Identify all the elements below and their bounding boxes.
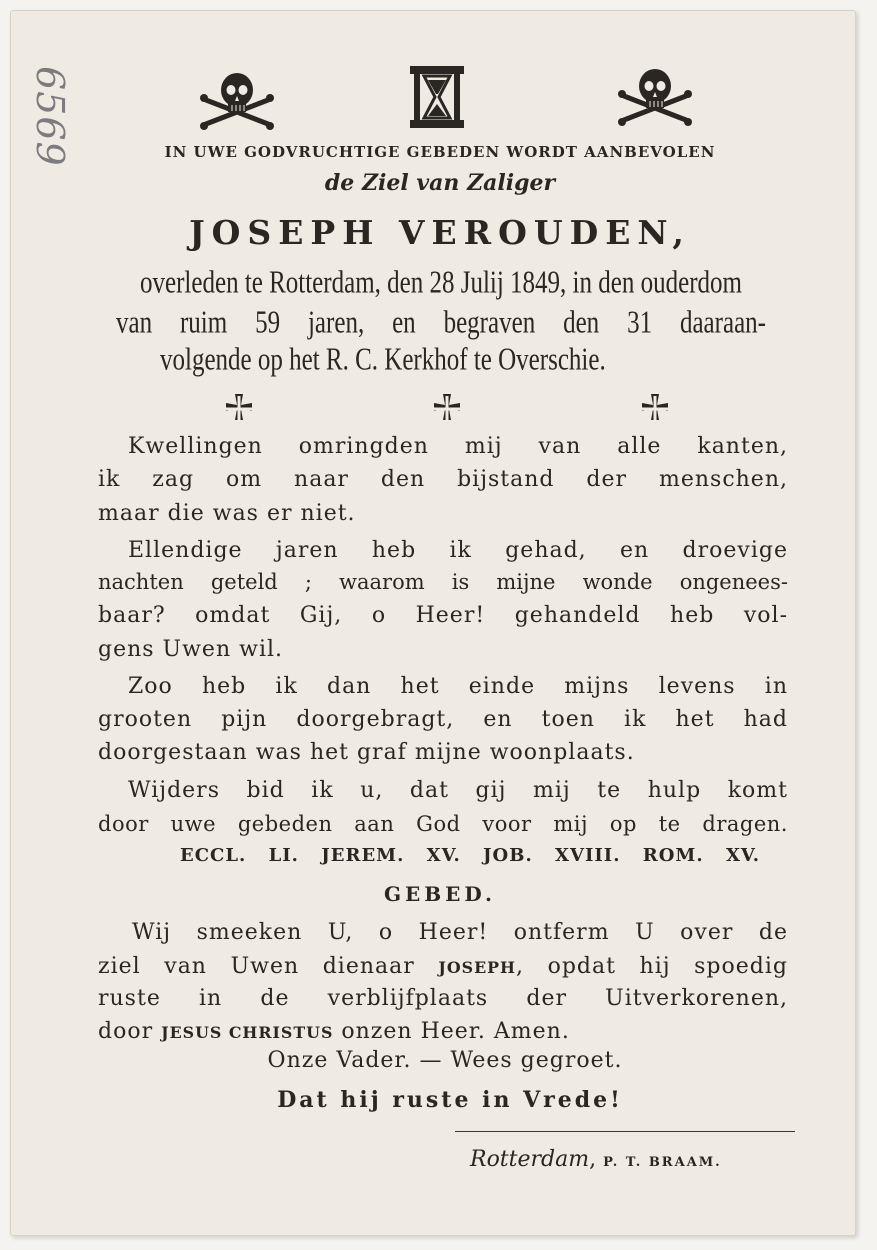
skull-crossbones-right-icon xyxy=(618,66,692,126)
onze-vader-line: Onze Vader. — Wees gegroet. xyxy=(267,1048,623,1073)
cross-pattee-icon xyxy=(638,392,672,426)
details-line: overleden te Rotterdam, den 28 Julij 1849, in den ouderdom xyxy=(140,266,742,300)
details-line: volgende op het R. C. Kerkhof te Overschie. xyxy=(160,343,606,377)
deceased-name: JOSEPH VEROUDEN, xyxy=(189,213,691,252)
text-line: Ellendige jaren heb ik gehad, en droevige xyxy=(128,538,788,563)
prayer-line: ziel van Uwen dienaar JOSEPH, opdat hij spoedig xyxy=(98,954,788,979)
text-line: grooten pijn doorgebragt, en toen ik het had xyxy=(98,707,788,732)
prayer-line: door JESUS CHRISTUS onzen Heer. Amen. xyxy=(98,1019,570,1044)
jesus-christus-small-caps: JESUS CHRISTUS xyxy=(161,1023,334,1042)
printer-name: P. T. BRAAM. xyxy=(603,1155,722,1170)
name-small-caps: JOSEPH xyxy=(438,958,516,977)
prayer-title: GEBED. xyxy=(383,882,497,906)
prayer-line: ruste in de verblijfplaats der Uitverkorenen, xyxy=(98,986,788,1011)
skull-crossbones-left-icon xyxy=(200,70,274,130)
text-line: door uwe gebeden aan God voor mij op te dragen. xyxy=(98,812,788,836)
text-line: maar die was er niet. xyxy=(98,501,356,526)
prayer-line: Wij smeeken U, o Heer! ontferm U over de xyxy=(132,920,788,945)
cross-pattee-icon xyxy=(430,392,464,426)
text-line: gens Uwen wil. xyxy=(98,637,284,662)
handwritten-number: 6569 xyxy=(28,66,72,167)
divider-rule xyxy=(455,1131,795,1132)
printer-place: Rotterdam xyxy=(470,1147,590,1172)
soul-of-heading: de Ziel van Zaliger xyxy=(324,170,556,196)
text-line: Kwellingen omringden mij van alle kanten, xyxy=(128,434,788,459)
cross-pattee-icon xyxy=(222,392,256,426)
details-line: van ruim 59 jaren, en begraven den 31 daaraan- xyxy=(116,306,766,340)
printer-imprint: Rotterdam, P. T. BRAAM. xyxy=(470,1147,722,1172)
recommendation-heading: IN UWE GODVRUCHTIGE GEBEDEN WORDT AANBEVOLEN xyxy=(164,143,716,161)
text-line: baar? omdat Gij, o Heer! gehandeld heb vol- xyxy=(98,603,788,628)
cross-row xyxy=(222,392,672,426)
text-line: nachten geteld ; waarom is mijne wonde ongenees- xyxy=(98,570,788,594)
text-line: doorgestaan was het graf mijne woonplaats. xyxy=(98,740,635,765)
text-line: Wijders bid ik u, dat gij mij te hulp komt xyxy=(128,778,788,803)
hourglass-icon xyxy=(408,64,466,130)
closing-line: Dat hij ruste in Vrede! xyxy=(277,1087,623,1113)
text-line: Zoo heb ik dan het einde mijns levens in xyxy=(128,674,788,699)
text-line: ik zag om naar den bijstand der menschen, xyxy=(98,467,788,492)
scripture-references: ECCL. LI. JEREM. XV. JOB. XVIII. ROM. XV. xyxy=(180,845,760,866)
